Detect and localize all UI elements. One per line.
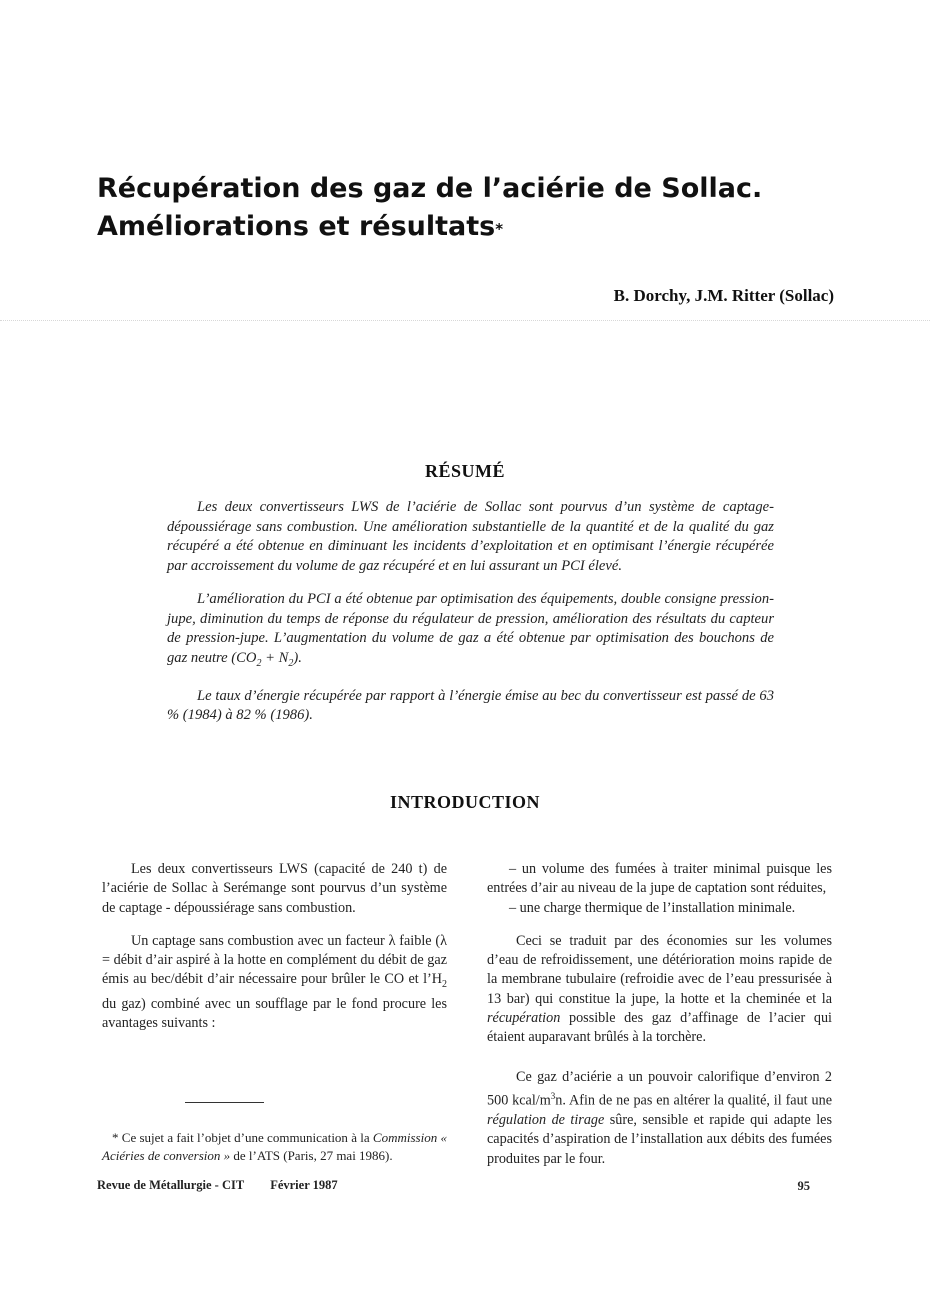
abstract-paragraph-3: Le taux d’énergie récupérée par rapport à l’énergie émise au bec du convertisseur est passé de 63 % (1984) à 82 % (1986). [167, 687, 774, 724]
header-divider [0, 320, 930, 321]
page-number: 95 [797, 1179, 810, 1193]
abstract-paragraph-2 [167, 590, 774, 673]
title-line-2 [97, 208, 857, 246]
footnote [102, 1129, 447, 1165]
title-line-2-text: Améliorations et résultats [97, 211, 496, 242]
emphasis-regulation: régulation de tirage [487, 1112, 605, 1128]
intro-left-p2-text-b: du gaz) combiné avec un soufflage par le fond procure les avantages suivants : [102, 995, 447, 1031]
right-column [487, 860, 832, 1169]
authors: B. Dorchy, J.M. Ritter (Sollac) [613, 286, 834, 305]
superscript: 3 [550, 1090, 556, 1101]
abstract [167, 498, 774, 740]
footnote-text [102, 1129, 447, 1165]
intro-right-p2-text-b: n. Afin de ne pas en altérer la qualité, il faut une [555, 1092, 832, 1109]
abstract-paragraph-1: Les deux convertisseurs LWS de l’aciérie de Sollac sont pourvus d’un système de captage-dépoussiérage sans combustion. Une amélioration substantielle de la quantité et de la qualité du gaz récupéré a été obtenue en diminuant les incidents d’exploitation et en optimisant l’énergie récupérée par accroissement du volume de gaz récupéré et en lui assurant un PCI élevé. [167, 499, 774, 574]
running-footer [97, 1178, 338, 1193]
list-item-1: – un volume des fumées à traiter minimal puisque les entrées d’air au niveau de la jupe de captation sont réduites, [487, 861, 832, 897]
intro-right-paragraph-1 [487, 932, 832, 1048]
abstract-p2-text-b: + N [261, 649, 289, 666]
emphasis-recuperation: récupération [487, 1010, 561, 1027]
list-item-2: – une charge thermique de l’installation minimale. [509, 899, 796, 916]
intro-left-paragraph-2 [102, 932, 447, 1033]
left-column [102, 860, 447, 1033]
abstract-p2-text-a: L’amélioration du PCI a été obtenue par optimisation des équipements, double consigne pression-jupe, diminution du temps de réponse du régulateur de pression, amélioration des résultats du capteur de pression-jupe. L’augmentation du volume de gaz a été obtenue par optimisation des bouchons de gaz neutre (CO [167, 591, 774, 666]
title-line-1: Récupération des gaz de l’aciérie de Sollac. [97, 173, 763, 204]
footnote-emphasis: Commission « Aciéries de conversion » [102, 1130, 447, 1163]
subscript: 2 [288, 657, 294, 669]
footnote-text-b: de l’ATS (Paris, 27 mai 1986). [230, 1148, 393, 1163]
intro-right-p2-text-a: Ce gaz d’aciérie a un pouvoir calorifique d’environ 2 500 kcal/m [487, 1068, 832, 1109]
subscript: 2 [442, 979, 447, 991]
subscript: 2 [256, 657, 262, 669]
intro-right-paragraph-2 [487, 1068, 832, 1169]
intro-left-paragraph-1: Les deux convertisseurs LWS (capacité de 240 t) de l’aciérie de Sollac à Serémange sont pourvus d’un système de captage - dépoussiérage sans combustion. [102, 861, 447, 916]
footnote-divider [185, 1102, 264, 1103]
intro-right-p1-text-a: Ceci se traduit par des économies sur les volumes d’eau de refroidissement, une détérioration moins rapide de la membrane tubulaire (refroidie avec de l’eau pressurisée à 13 bar) qui constitue la jupe, la hotte et la cheminée et la [487, 932, 832, 1007]
footnote-text-a: * Ce sujet a fait l’objet d’une communication à la [112, 1130, 373, 1145]
article-title [97, 170, 857, 246]
abstract-p2-text-c: ). [293, 649, 302, 666]
journal-name: Revue de Métallurgie - CIT [97, 1178, 245, 1192]
introduction-heading: INTRODUCTION [389, 792, 541, 812]
resume-heading: RÉSUMÉ [424, 461, 505, 481]
intro-right-p2-text-c: sûre, sensible et rapide qui adapte les capacités d’aspiration de l’installation aux débits des fumées produites par le four. [487, 1112, 832, 1167]
title-footnote-mark: * [495, 220, 504, 238]
intro-right-p1-text-b: possible des gaz d’affinage de l’acier qui étaient auparavant brûlés à la torchère. [487, 1010, 832, 1046]
intro-left-p2-text-a: Un captage sans combustion avec un facteur λ faible (λ = débit d’air aspiré à la hotte en complément du débit de gaz émis au bec/débit d’air nécessaire pour brûler le CO et l’H [102, 932, 447, 988]
issue-date: Février 1987 [270, 1178, 338, 1192]
